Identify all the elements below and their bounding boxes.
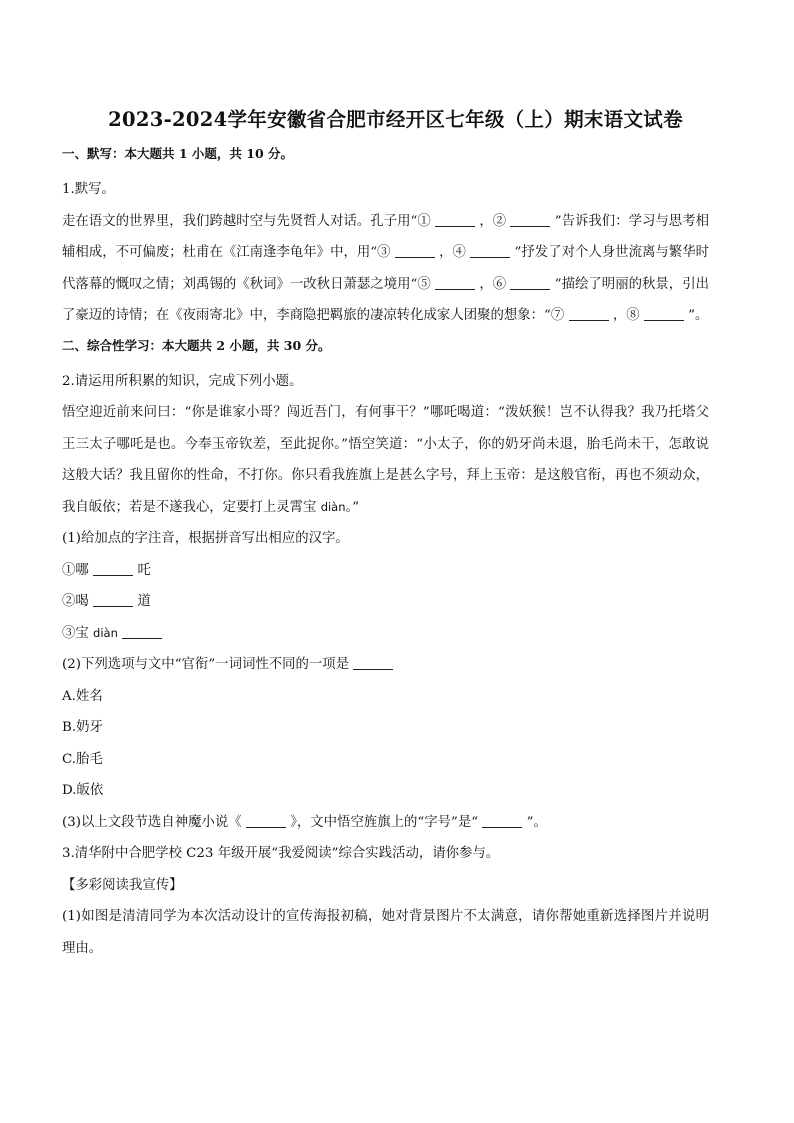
question-1-label: 1.默写。 <box>62 182 115 197</box>
question-1-text: 走在语文的世界里，我们跨越时空与先贤哲人对话。孔子用“① ，② ”告诉我们：学习与思考相辅相成，不可偏废；杜甫在《江南逢李龟年》中，用“③ ，④ ”抒发了对个人身世流离与繁华时代落幕的慨叹之情；刘禹锡的《秋词》一改秋日萧瑟之境用“⑤ ，⑥ ”描绘了明丽的秋景，引出了豪迈的诗情；在《夜雨寄北》中，李商隐把羁旅的凄凉转化成家人团聚的想象：“⑦ ，⑧ ”。 <box>62 213 710 323</box>
answer-blank-11[interactable] <box>122 624 162 638</box>
answer-blank-2[interactable] <box>510 212 550 226</box>
sub1-item-c: ③宝 diàn <box>62 618 709 650</box>
question-2-sub3: (3)以上文段节选自神魔小说《 》，文中悟空旌旗上的“字号”是“ ”。 <box>62 814 547 830</box>
question-2-label: 2.请运用所积累的知识，完成下列小题。 <box>62 373 303 389</box>
question-3-label: 3.清华附中合肥学校 C23 年级开展“我爱阅读”综合实践活动，请你参与。 <box>62 846 500 861</box>
sub1-item-b: ②喝 道 <box>62 594 151 609</box>
answer-blank-12[interactable] <box>353 656 393 670</box>
answer-blank-3[interactable] <box>395 244 435 258</box>
option-d[interactable]: D.皈依 <box>62 783 104 798</box>
section-2-heading: 二、综合性学习：本大题共 2 小题，共 30 分。 <box>62 337 331 353</box>
option-c[interactable]: C.胎毛 <box>62 751 103 767</box>
section-1-heading: 一、默写：本大题共 1 小题，共 10 分。 <box>62 146 294 161</box>
answer-blank-10[interactable] <box>93 593 133 607</box>
answer-blank-4[interactable] <box>470 244 510 258</box>
page-title: 2023-2024学年安徽省合肥市经开区七年级（上）期末语文试卷 <box>108 108 683 131</box>
answer-blank-8[interactable] <box>644 307 684 321</box>
answer-blank-14[interactable] <box>482 813 522 827</box>
option-a[interactable]: A.姓名 <box>62 688 103 704</box>
answer-blank-1[interactable] <box>435 212 475 226</box>
question-2-sub1: (1)给加点的字注音，根据拼音写出相应的汉字。 <box>62 531 349 546</box>
answer-blank-9[interactable] <box>93 561 133 575</box>
question-3-bracket-heading: 【多彩阅读我宣传】 <box>62 877 183 893</box>
question-2-passage: 悟空迎近前来问曰：“你是谁家小哥？闯近吾门，有何事干？”哪吒喝道：“泼妖猴！岂不认得我？我乃托塔父王三太子哪吒是也。今奉玉帝钦差，至此捉你。”悟空笑道：“小太子，你的奶牙尚未退，胎毛尚未干，怎敢说这般大话？我且留你的性命，不打你。你只看我旌旗上是甚么字号，拜上玉帝：是这般官衔，再也不须动众，我自皈依；若是不遂我心，定要打上灵霄宝 diàn。” <box>62 405 709 515</box>
option-b[interactable]: B.奶牙 <box>62 720 103 735</box>
question-2-sub2: (2)下列选项与文中“官衔”一词词性不同的一项是 <box>62 649 709 681</box>
sub1-item-a: ①哪 吒 <box>62 562 151 578</box>
answer-blank-7[interactable] <box>569 307 609 321</box>
answer-blank-6[interactable] <box>510 275 550 289</box>
answer-blank-13[interactable] <box>246 813 286 827</box>
answer-blank-5[interactable] <box>435 275 475 289</box>
question-3-sub1: (1)如图是清清同学为本次活动设计的宣传海报初稿，她对背景图片不太满意，请你帮她重新选择图片并说明理由。 <box>62 909 709 956</box>
